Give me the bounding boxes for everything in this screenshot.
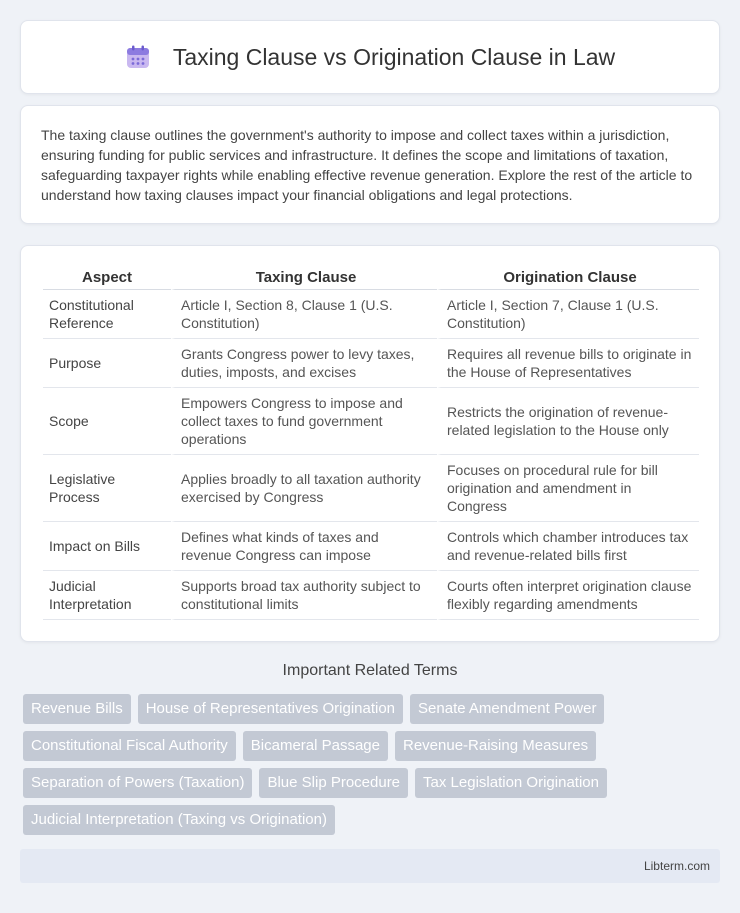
row-origination: Courts often interpret origination clause flexibly regarding amendments — [437, 571, 699, 620]
title-card — [20, 20, 720, 94]
row-origination: Controls which chamber introduces tax and revenue-related bills first — [437, 522, 699, 571]
row-aspect: Judicial Interpretation — [43, 571, 171, 620]
row-aspect: Scope — [43, 388, 171, 455]
row-taxing: Supports broad tax authority subject to constitutional limits — [171, 571, 437, 620]
table-row — [43, 571, 699, 620]
intro-text: The taxing clause outlines the government's authority to impose and collect taxes within a jurisdiction, ensuring funding for public services and infrastructure. It defines the scope and limitations of taxation, safeguarding taxpayer rights while enabling effective revenue generation. Explore the rest of the article to understand how taxing clauses impact your financial obligations and legal protections. — [41, 127, 693, 203]
table-row — [43, 339, 699, 388]
related-term-tag[interactable]: Blue Slip Procedure — [259, 768, 408, 798]
related-term-tag[interactable]: Judicial Interpretation (Taxing vs Origination) — [23, 805, 335, 835]
related-term-tag[interactable]: Separation of Powers (Taxation) — [23, 768, 252, 798]
header-aspect: Aspect — [43, 266, 171, 290]
related-term-tag[interactable]: Constitutional Fiscal Authority — [23, 731, 236, 761]
row-aspect: Constitutional Reference — [43, 290, 171, 339]
row-aspect: Impact on Bills — [43, 522, 171, 571]
related-term-tag[interactable]: Senate Amendment Power — [410, 694, 604, 724]
comparison-table — [43, 266, 699, 620]
table-header-row — [43, 266, 699, 290]
table-row — [43, 388, 699, 455]
related-term-tag[interactable]: Bicameral Passage — [243, 731, 388, 761]
calendar-icon — [125, 44, 151, 70]
row-taxing: Grants Congress power to levy taxes, duties, imposts, and excises — [171, 339, 437, 388]
footer-site-link[interactable]: Libterm.com — [643, 859, 710, 873]
footer — [20, 849, 720, 883]
row-aspect: Legislative Process — [43, 455, 171, 522]
related-term-tag[interactable]: Revenue-Raising Measures — [395, 731, 596, 761]
row-origination: Requires all revenue bills to originate in the House of Representatives — [437, 339, 699, 388]
related-term-tag[interactable]: Tax Legislation Origination — [415, 768, 607, 798]
table-row — [43, 290, 699, 339]
intro-card — [20, 105, 720, 224]
header-taxing-clause: Taxing Clause — [171, 266, 437, 290]
page-title: Taxing Clause vs Origination Clause in Law — [172, 43, 616, 70]
related-term-tag[interactable]: House of Representatives Origination — [138, 694, 403, 724]
row-taxing: Applies broadly to all taxation authority exercised by Congress — [171, 455, 437, 522]
comparison-table-card — [20, 245, 720, 642]
row-aspect: Purpose — [43, 339, 171, 388]
related-terms-list — [23, 694, 723, 835]
row-origination: Article I, Section 7, Clause 1 (U.S. Constitution) — [437, 290, 699, 339]
row-taxing: Empowers Congress to impose and collect taxes to fund government operations — [171, 388, 437, 455]
related-terms-title: Important Related Terms — [282, 662, 458, 679]
row-origination: Restricts the origination of revenue-related legislation to the House only — [437, 388, 699, 455]
row-origination: Focuses on procedural rule for bill origination and amendment in Congress — [437, 455, 699, 522]
row-taxing: Defines what kinds of taxes and revenue Congress can impose — [171, 522, 437, 571]
row-taxing: Article I, Section 8, Clause 1 (U.S. Constitution) — [171, 290, 437, 339]
related-term-tag[interactable]: Revenue Bills — [23, 694, 131, 724]
header-origination-clause: Origination Clause — [437, 266, 699, 290]
table-row — [43, 455, 699, 522]
table-row — [43, 522, 699, 571]
